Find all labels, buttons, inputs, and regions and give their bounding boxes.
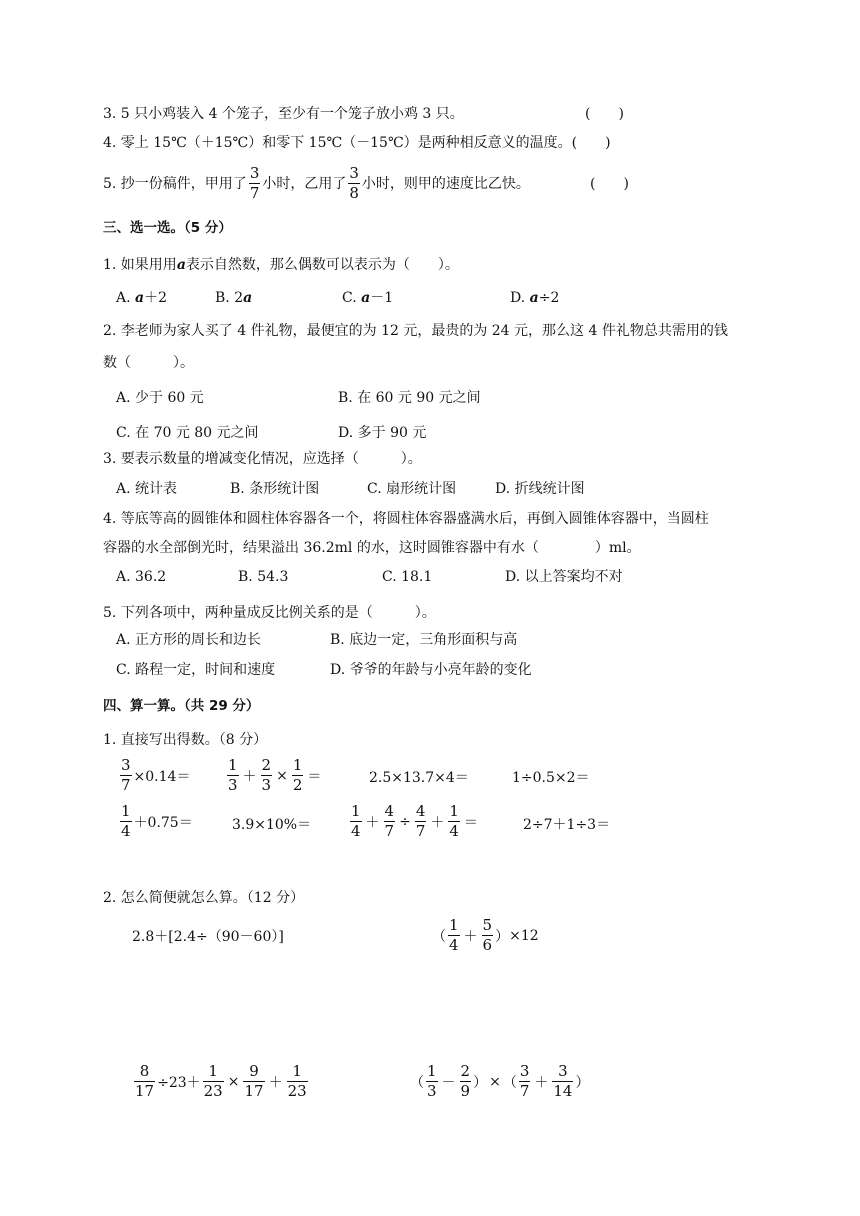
calc-expr-7: 1 4 ＋ $\frac{4}{7}$ ÷ $\frac{4}{7}$ ＋ 1 4 ＝ xyxy=(351,802,478,840)
choose-q4-option-d: D. 以上答案均不对 xyxy=(505,569,623,585)
choose-q5-stem: 5. 下列各项中，两种量成反比例关系的是（ ）。 xyxy=(103,605,436,621)
choose-q3-option-d: D. 折线统计图 xyxy=(495,481,585,497)
simplify-expr-4: （ 1 3 － 2 9 ） × （ 3 7 ＋ 3 14 ） xyxy=(410,1062,590,1100)
judge-q5-paren: ( ) xyxy=(590,176,629,192)
choose-q4-option-b: B. 54.3 xyxy=(238,569,289,585)
calc-expr-5: 1 4 ＋0.75＝ xyxy=(121,802,193,840)
choose-q3-option-c: C. 扇形统计图 xyxy=(367,481,457,497)
calc-expr-2: 1 3 ＋ $\frac{2}{3}$ × $\frac{1}{2}$ ＝ xyxy=(228,756,322,794)
choose-q5-option-b: B. 底边一定，三角形面积与高 xyxy=(330,632,518,648)
simplify-expr-1: 2.8＋[2.4÷（90－60）] xyxy=(132,929,284,945)
choose-q3-stem: 3. 要表示数量的增减变化情况，应选择（ ）。 xyxy=(103,451,422,467)
judge-q3: 3. 5 只小鸡装入 4 个笼子，至少有一个笼子放小鸡 3 只。 xyxy=(103,106,464,122)
fraction-3-7: 3 7 xyxy=(249,164,260,202)
choose-q2-option-d: D. 多于 90 元 xyxy=(338,425,427,441)
choose-q2-line1: 2. 李老师为家人买了 4 件礼物，最便宜的为 12 元，最贵的为 24 元，那么这 4 件礼物总共需用的钱 xyxy=(103,323,728,339)
choose-q3-option-a: A. 统计表 xyxy=(116,481,178,497)
choose-q2-line2: 数（ ）。 xyxy=(103,355,194,371)
choose-q1-option-d: D. a÷2 xyxy=(510,290,560,306)
judge-q3-paren: ( ) xyxy=(585,106,624,122)
choose-q1-option-a: A. a＋2 xyxy=(116,290,168,306)
choose-q3-option-b: B. 条形统计图 xyxy=(230,481,320,497)
choose-q4-option-c: C. 18.1 xyxy=(382,569,433,585)
choose-q1-option-b: B. 2a xyxy=(215,290,253,306)
choose-q5-option-a: A. 正方形的周长和边长 xyxy=(116,632,262,648)
choose-q1-option-c: C. a－1 xyxy=(342,290,394,306)
calc-sub2-heading: 2. 怎么简便就怎么算。（12 分） xyxy=(103,890,305,906)
calc-expr-6: 3.9×10%＝ xyxy=(232,817,312,833)
simplify-expr-3: $\frac{8}{17}$ ÷23＋ $\frac{1}{23}$ × $\frac{9}{17}$ ＋ 1 23 xyxy=(135,1062,307,1100)
choose-q5-option-d: D. 爷爷的年龄与小亮年龄的变化 xyxy=(330,662,532,678)
choose-q4-line2: 容器的水全部倒光时，结果溢出 36.2ml 的水，这时圆锥容器中有水（ ）ml。 xyxy=(103,540,641,556)
calc-expr-1: $\frac{3}{7}$ ×0.14＝ xyxy=(121,756,191,794)
choose-q4-line1: 4. 等底等高的圆锥体和圆柱体容器各一个，将圆柱体容器盛满水后，再倒入圆锥体容器中，当圆柱 xyxy=(103,511,709,527)
calc-expr-3: 2.5×13.7×4＝ xyxy=(369,770,469,786)
choose-q5-option-c: C. 路程一定，时间和速度 xyxy=(116,662,276,678)
simplify-expr-2: （ 1 4 ＋ 5 6 ） ×12 xyxy=(432,916,539,954)
judge-q5: 5. 抄一份稿件，甲用了 3 7 小时，乙用了 3 8 小时，则甲的速度比乙快。 xyxy=(103,164,530,202)
fraction-3-8: 3 8 xyxy=(349,164,359,202)
choose-q1-stem: 1. 如果用用a表示自然数，那么偶数可以表示为（ ）。 xyxy=(103,257,459,273)
choose-q2-option-b: B. 在 60 元 90 元之间 xyxy=(338,390,481,406)
section-calc-heading: 四、算一算。（共 29 分） xyxy=(103,698,260,714)
calc-expr-8: 2÷7＋1÷3＝ xyxy=(523,817,611,833)
choose-q2-option-c: C. 在 70 元 80 元之间 xyxy=(116,425,259,441)
calc-sub1-heading: 1. 直接写出得数。（8 分） xyxy=(103,732,268,748)
choose-q4-option-a: A. 36.2 xyxy=(116,569,167,585)
calc-expr-4: 1÷0.5×2＝ xyxy=(512,770,590,786)
choose-q2-option-a: A. 少于 60 元 xyxy=(116,390,204,406)
section-choose-heading: 三、选一选。（5 分） xyxy=(103,220,232,236)
judge-q4: 4. 零上 15℃（＋15℃）和零下 15℃（－15℃）是两种相反意义的温度。( ) xyxy=(103,135,611,151)
